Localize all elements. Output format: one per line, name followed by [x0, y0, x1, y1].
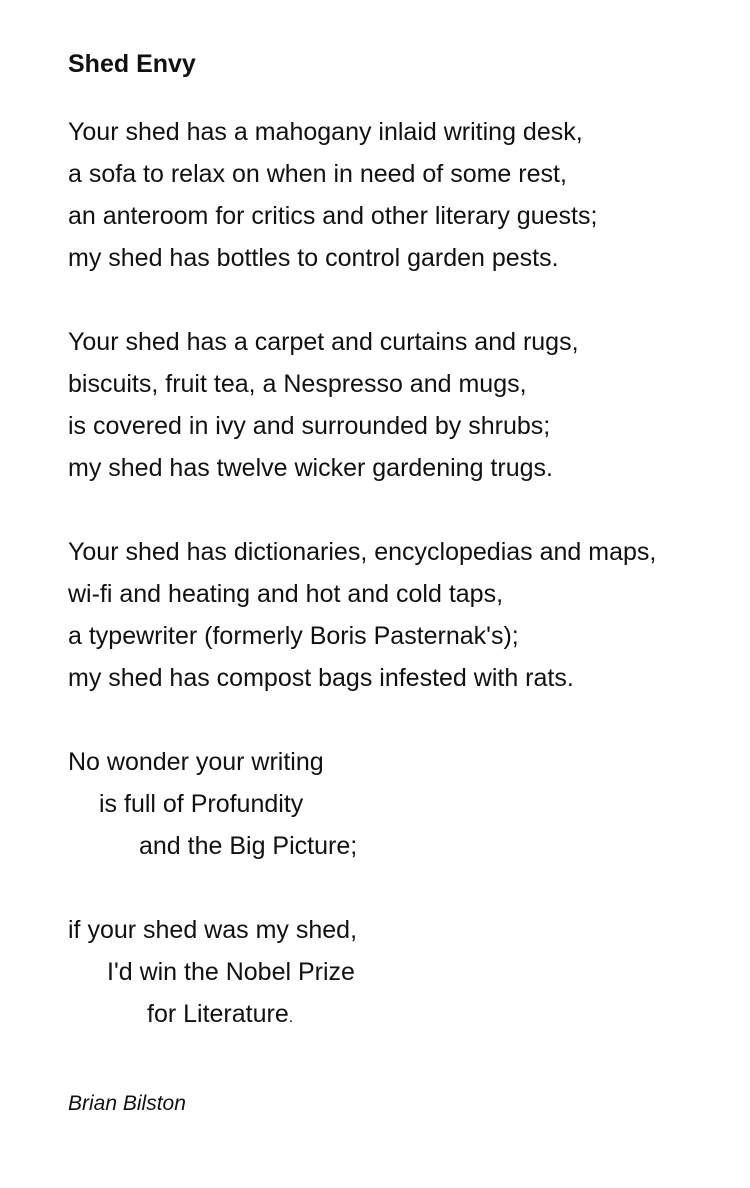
poem-line: my shed has bottles to control garden pests. [68, 244, 559, 272]
poem-final-text: for Literature [147, 1000, 289, 1028]
stanza-1 [68, 111, 597, 279]
poem-line-indented [68, 993, 357, 1039]
stanza-3 [68, 531, 656, 699]
poem-line: a typewriter (formerly Boris Pasternak's); [68, 622, 519, 650]
poem-final-period: . [288, 1009, 294, 1026]
poem-line: my shed has twelve wicker gardening trugs. [68, 454, 553, 482]
poem-line: Your shed has dictionaries, encyclopedias and maps, [68, 538, 657, 566]
poem-line: a sofa to relax on when in need of some rest, [68, 160, 567, 188]
poem-line: biscuits, fruit tea, a Nespresso and mugs, [68, 370, 527, 398]
poem-line-indented: and the Big Picture; [139, 832, 358, 860]
stanza-4 [68, 741, 357, 867]
poem-title: Shed Envy [68, 50, 196, 78]
poem-line: Your shed has a carpet and curtains and rugs, [68, 328, 579, 356]
poem-line: my shed has compost bags infested with rats. [68, 664, 574, 692]
poem-line: Your shed has a mahogany inlaid writing desk, [68, 118, 583, 146]
stanza-5 [68, 909, 357, 1039]
poem-author: Brian Bilston [68, 1092, 186, 1115]
poem-line: No wonder your writing [68, 748, 324, 776]
stanza-2 [68, 321, 579, 489]
poem-line: is covered in ivy and surrounded by shrubs; [68, 412, 551, 440]
poem-line: wi-fi and heating and hot and cold taps, [68, 580, 504, 608]
poem-line: if your shed was my shed, [68, 916, 358, 944]
poem-line: an anteroom for critics and other literary guests; [68, 202, 598, 230]
poem-line-indented: is full of Profundity [99, 790, 304, 818]
poem-line-indented: I'd win the Nobel Prize [107, 958, 355, 986]
